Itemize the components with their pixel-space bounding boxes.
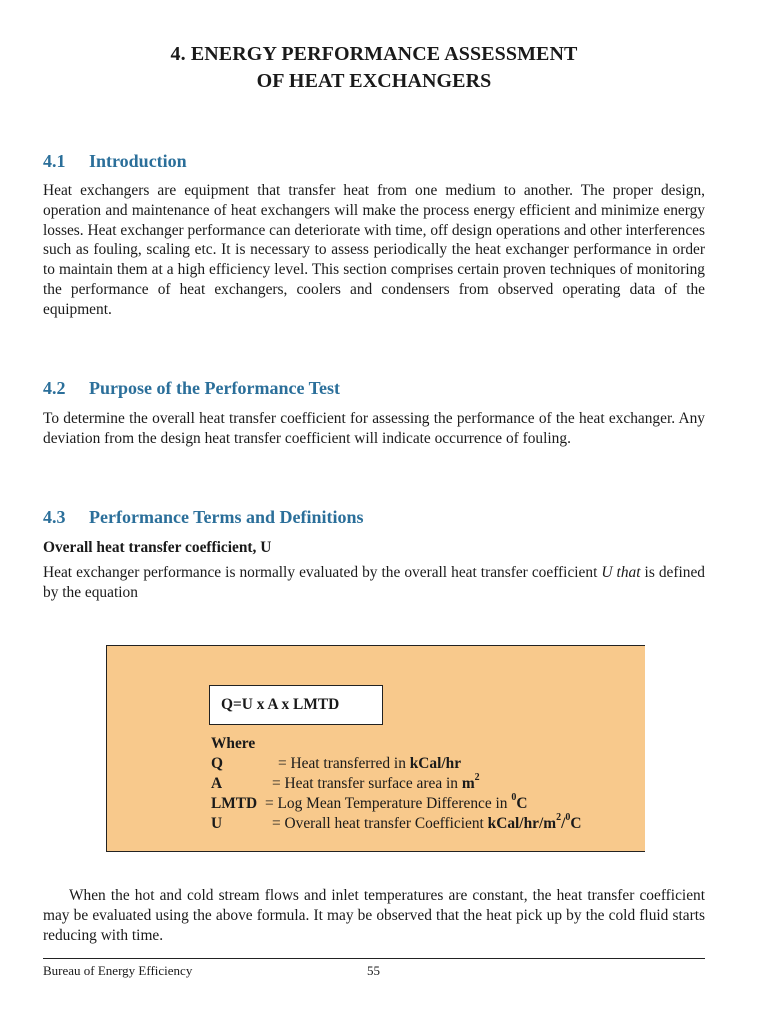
formula-box: Q=U x A x LMTD (209, 685, 383, 725)
definition-symbol: Q (211, 755, 223, 772)
terms-text-italic: U that (601, 564, 641, 581)
definition-row-a (211, 771, 581, 794)
terms-text-start: Heat exchanger performance is normally evaluated by the overall heat transfer coefficient (43, 564, 602, 581)
section-title: Performance Terms and Definitions (89, 507, 364, 527)
section-heading-introduction (43, 150, 187, 172)
page-title (0, 41, 748, 95)
definition-symbol: LMTD (211, 795, 258, 812)
section-title: Introduction (89, 151, 187, 171)
terms-text-end: is defined by the equation (43, 564, 705, 601)
definition-row-u (211, 811, 582, 834)
footer-page-number: 55 (367, 963, 380, 978)
page-title-line-2: OF HEAT EXCHANGERS (256, 70, 492, 92)
equation-box (106, 645, 645, 852)
section-heading-purpose (43, 377, 340, 399)
section-number: 4.3 (43, 507, 66, 527)
definition-text: = Heat transfer surface area in $m^2$ (272, 771, 480, 792)
definition-symbol: U (211, 815, 223, 832)
where-label: Where (211, 735, 256, 752)
definition-symbol: A (211, 775, 223, 792)
closing-paragraph: When the hot and cold stream flows and inlet temperatures are constant, the heat transfer coefficient may be evaluated using the above formula. It may be observed that the heat pick up by the cold fluid starts reducing with time. (43, 887, 705, 944)
definition-text: = Log Mean Temperature Difference in $^0$C (265, 791, 528, 812)
section-heading-terms (43, 506, 363, 528)
section-title: Purpose of the Performance Test (89, 378, 340, 398)
footer-publisher: Bureau of Energy Efficiency (43, 963, 193, 978)
introduction-paragraph: Heat exchangers are equipment that transfer heat from one medium to another. The proper design, operation and maintenance of heat exchangers will make the process energy efficient and minimize energy losses. Heat exchanger performance can deteriorate with time, off design operations and other interferences such as fouling, scaling etc. It is necessary to assess periodically the heat exchanger performance in order to maintain them at a high efficiency level. This section comprises certain proven techniques of monitoring the performance of heat exchangers, coolers and condensers from observed operating data of the equipment. (43, 182, 705, 318)
page-title-line-1: 4. ENERGY PERFORMANCE ASSESSMENT (170, 43, 578, 65)
section-number: 4.2 (43, 378, 66, 398)
where-definitions (211, 734, 581, 834)
terms-paragraph (43, 563, 705, 603)
definition-text: = Heat transferred in kCal/hr (278, 755, 462, 772)
overall-coefficient-subheading: Overall heat transfer coefficient, U (43, 539, 272, 556)
definition-row-lmtd (211, 791, 581, 814)
definition-row-q (211, 754, 581, 774)
purpose-paragraph: To determine the overall heat transfer coefficient for assessing the performance of the heat exchanger. Any deviation from the design heat transfer coefficient will indicate occurrence of fouling. (43, 410, 705, 447)
footer-divider (43, 958, 705, 959)
definition-text: = Overall heat transfer Coefficient kCal/$hr/m^2/^0C$ (272, 811, 582, 832)
section-number: 4.1 (43, 151, 66, 171)
